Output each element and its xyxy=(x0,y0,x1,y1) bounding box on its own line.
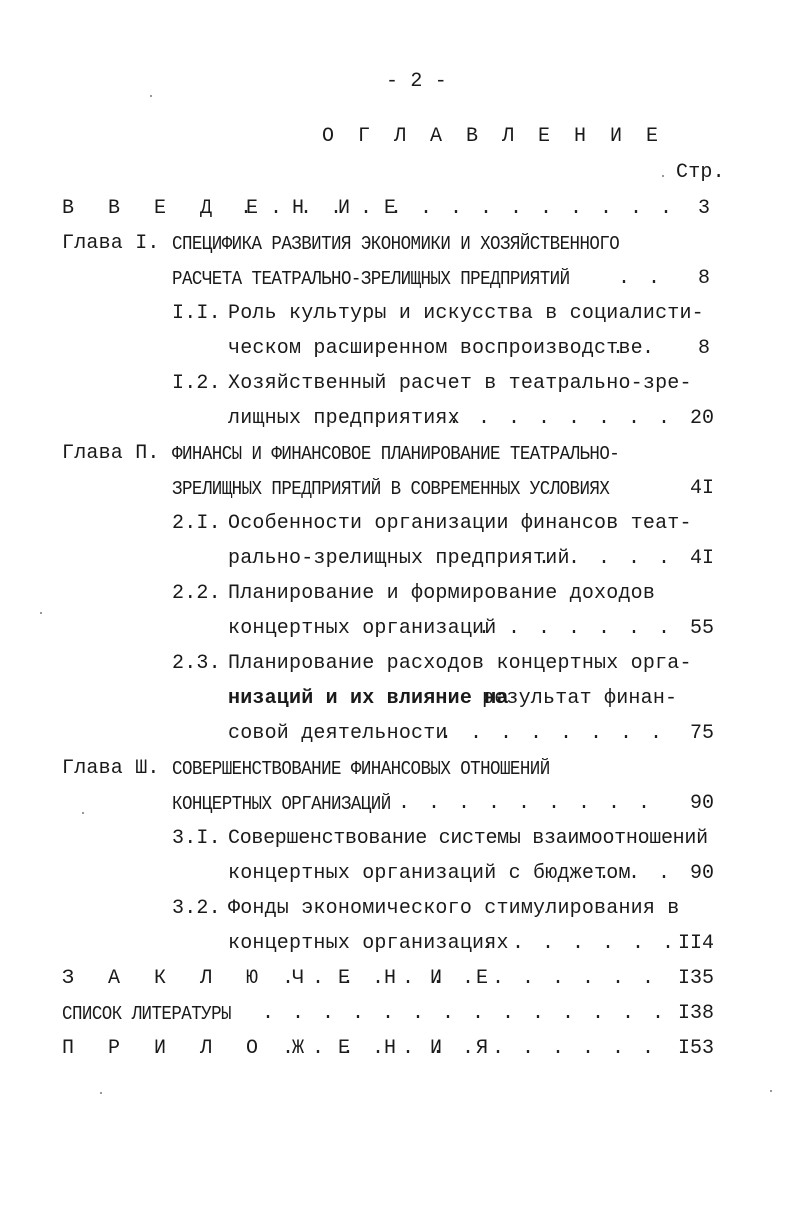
toc-1-2-title-line2: лищных предприятиях xyxy=(228,407,460,430)
toc-leader-dots xyxy=(612,337,670,361)
toc-ch3-label: Глава Ш. xyxy=(62,757,160,780)
toc-ch3-page: 90 xyxy=(690,792,715,815)
toc-3-2-page: II4 xyxy=(678,932,715,955)
toc-1-2-title-line1: Хозяйственный расчет в театрально-зре- xyxy=(228,372,692,395)
toc-leader-dots xyxy=(482,932,670,956)
toc-leader-dots xyxy=(282,967,670,991)
toc-leader-dots xyxy=(598,862,670,886)
toc-leader-dots xyxy=(398,792,670,816)
toc-1-2-page: 20 xyxy=(690,407,715,430)
toc-leader-dots xyxy=(538,547,670,571)
toc-2-1-page: 4I xyxy=(690,547,715,570)
toc-3-2-number: 3.2. xyxy=(172,897,221,920)
toc-leader-dots xyxy=(448,407,670,431)
toc-ch2-title-line2: ЗРЕЛИЩНЫХ ПРЕДПРИЯТИЙ В СОВРЕМЕННЫХ УСЛОВИЯХ xyxy=(172,478,610,500)
scan-speck xyxy=(770,1090,772,1092)
toc-2-3-title-line2-rest: результат финан- xyxy=(482,687,678,710)
toc-3-1-page: 90 xyxy=(690,862,715,885)
toc-leader-dots xyxy=(440,722,678,746)
toc-2-3-page: 75 xyxy=(690,722,715,745)
toc-2-3-title-line3: совой деятельности xyxy=(228,722,448,745)
toc-ch3-title-line1: СОВЕРШЕНСТВОВАНИЕ ФИНАНСОВЫХ ОТНОШЕНИЙ xyxy=(172,758,550,780)
toc-conclusion-page: I35 xyxy=(678,967,715,990)
toc-references-page: I38 xyxy=(678,1002,715,1025)
page-title: О Г Л А В Л Е Н И Е xyxy=(322,125,665,148)
toc-2-3-title-line1: Планирование расходов концертных орга- xyxy=(228,652,692,675)
toc-ch1-page: 8 xyxy=(698,267,711,290)
toc-2-2-title-line2: концертных организаций xyxy=(228,617,497,640)
toc-ch1-label: Глава I. xyxy=(62,232,160,255)
toc-2-3-number: 2.3. xyxy=(172,652,221,675)
toc-2-2-page: 55 xyxy=(690,617,715,640)
scan-speck xyxy=(150,95,152,97)
toc-ch2-title-line1: ФИНАНСЫ И ФИНАНСОВОЕ ПЛАНИРОВАНИЕ ТЕАТРАЛЬНО- xyxy=(172,443,620,465)
toc-3-2-title-line2: концертных организациях xyxy=(228,932,509,955)
toc-1-1-number: I.I. xyxy=(172,302,221,325)
toc-3-1-number: 3.I. xyxy=(172,827,221,850)
toc-1-1-title-line2: ческом расширенном воспроизводстве xyxy=(228,337,643,360)
toc-appendix-page: I53 xyxy=(678,1037,715,1060)
toc-2-3-title-line2-bold: низаций и их влияние на xyxy=(228,687,509,710)
scan-speck xyxy=(100,1092,102,1094)
toc-ch2-page: 4I xyxy=(690,477,715,500)
toc-ch1-title-line1: СПЕЦИФИКА РАЗВИТИЯ ЭКОНОМИКИ И ХОЗЯЙСТВЕННОГО xyxy=(172,233,620,255)
toc-1-1-page: 8 xyxy=(698,337,711,360)
toc-2-2-title-line1: Планирование и формирование доходов xyxy=(228,582,656,605)
toc-1-2-number: I.2. xyxy=(172,372,221,395)
toc-conclusion-label: З А К Л Ю Ч Е Н И Е xyxy=(62,967,500,990)
toc-leader-dots xyxy=(282,1037,670,1061)
toc-3-2-title-line1: Фонды экономического стимулирования в xyxy=(228,897,680,920)
toc-3-1-title-line1: Совершенствование системы взаимоотношений xyxy=(228,827,708,850)
toc-intro-label: В В Е Д Е Н И Е xyxy=(62,197,408,220)
toc-leader-dots xyxy=(240,197,670,221)
toc-2-1-number: 2.I. xyxy=(172,512,221,535)
toc-ch1-title-line2: РАСЧЕТА ТЕАТРАЛЬНО-ЗРЕЛИЩНЫХ ПРЕДПРИЯТИЙ xyxy=(172,268,570,290)
toc-leader-dots xyxy=(618,267,670,291)
toc-2-1-title-line2: рально-зрелищных предприятий xyxy=(228,547,570,570)
page-column-label: Стр. xyxy=(676,161,725,184)
scan-speck xyxy=(40,612,42,614)
toc-3-1-title-line2: концертных организаций с бюджетом xyxy=(228,862,631,885)
scan-speck xyxy=(662,175,664,177)
toc-2-1-title-line1: Особенности организации финансов теат- xyxy=(228,512,692,535)
toc-ch3-title-line2: КОНЦЕРТНЫХ ОРГАНИЗАЦИЙ xyxy=(172,793,391,815)
scan-speck xyxy=(82,812,84,814)
page-number: - 2 - xyxy=(386,70,448,93)
toc-ch2-label: Глава П. xyxy=(62,442,160,465)
toc-references-label: СПИСОК ЛИТЕРАТУРЫ xyxy=(62,1003,231,1025)
toc-leader-dots xyxy=(478,617,678,641)
toc-intro-page: 3 xyxy=(698,197,711,220)
toc-appendix-label: П Р И Л О Ж Е Н И Я xyxy=(62,1037,500,1060)
toc-1-1-title-line1: Роль культуры и искусства в социалисти- xyxy=(228,302,704,325)
toc-2-2-number: 2.2. xyxy=(172,582,221,605)
toc-leader-dots xyxy=(262,1002,670,1026)
